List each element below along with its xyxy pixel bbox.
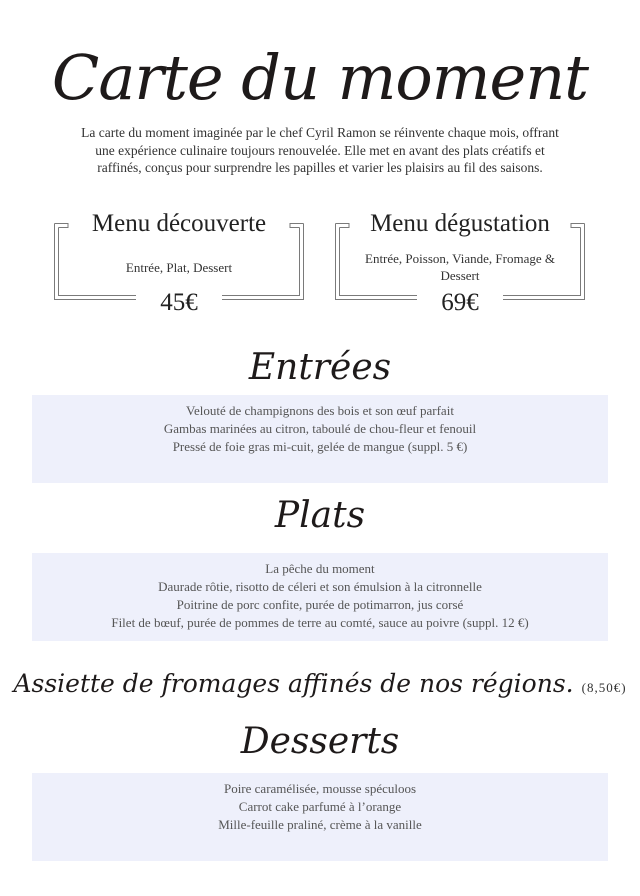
menu-name: Menu découverte [54,209,304,239]
section-title-entrees: Entrées [248,347,392,388]
desserts-list [32,773,608,861]
list-item: La pêche du moment [265,561,375,576]
menu-description: Entrée, Plat, Dessert [125,260,233,275]
list-item: Poitrine de porc confite, purée de potimarron, jus corsé [176,597,464,612]
menu-name: Menu dégustation [335,209,585,239]
section-title-desserts: Desserts [240,721,400,762]
list-item: Poire caramélisée, mousse spéculoos [223,781,417,796]
cheese-supplement: (8,50€) [581,680,627,695]
menu-price: 45€ [54,289,304,317]
list-item: Velouté de champignons des bois et son œuf parfait [186,403,454,418]
intro-paragraph: La carte du moment imaginée par le chef Cyril Ramon se réinvente chaque mois, offrant une expérience culinaire toujours renouvelée. Elle met en avant des plats créatifs et raffinés, conçus pour surprendre les papilles et varier les plaisirs au fil des saisons. [81,125,559,175]
list-item: Mille-feuille praliné, crème à la vanille [218,817,422,832]
cheese-plate [0,664,640,708]
list-item: Filet de bœuf, purée de pommes de terre au comté, sauce au poivre (suppl. 12 €) [111,615,529,630]
menu-card-degustation [335,210,585,316]
cheese-title: Assiette de fromages affinés de nos régions. [13,669,574,698]
list-item: Daurade rôtie, risotto de céleri et son émulsion à la citronnelle [158,579,482,594]
menu-description: Entrée, Poisson, Viande, Fromage & Dessert [365,251,555,283]
list-item: Gambas marinées au citron, taboulé de chou-fleur et fenouil [163,421,477,436]
menu-card-decouverte [54,210,304,316]
entrees-list [32,395,608,483]
section-title-plats: Plats [274,495,366,536]
menu-price: 69€ [335,289,585,317]
list-item: Carrot cake parfumé à l’orange [238,799,402,814]
plats-list [32,553,608,641]
page-title: Carte du moment [51,41,589,114]
list-item: Pressé de foie gras mi-cuit, gelée de mangue (suppl. 5 €) [172,439,468,454]
